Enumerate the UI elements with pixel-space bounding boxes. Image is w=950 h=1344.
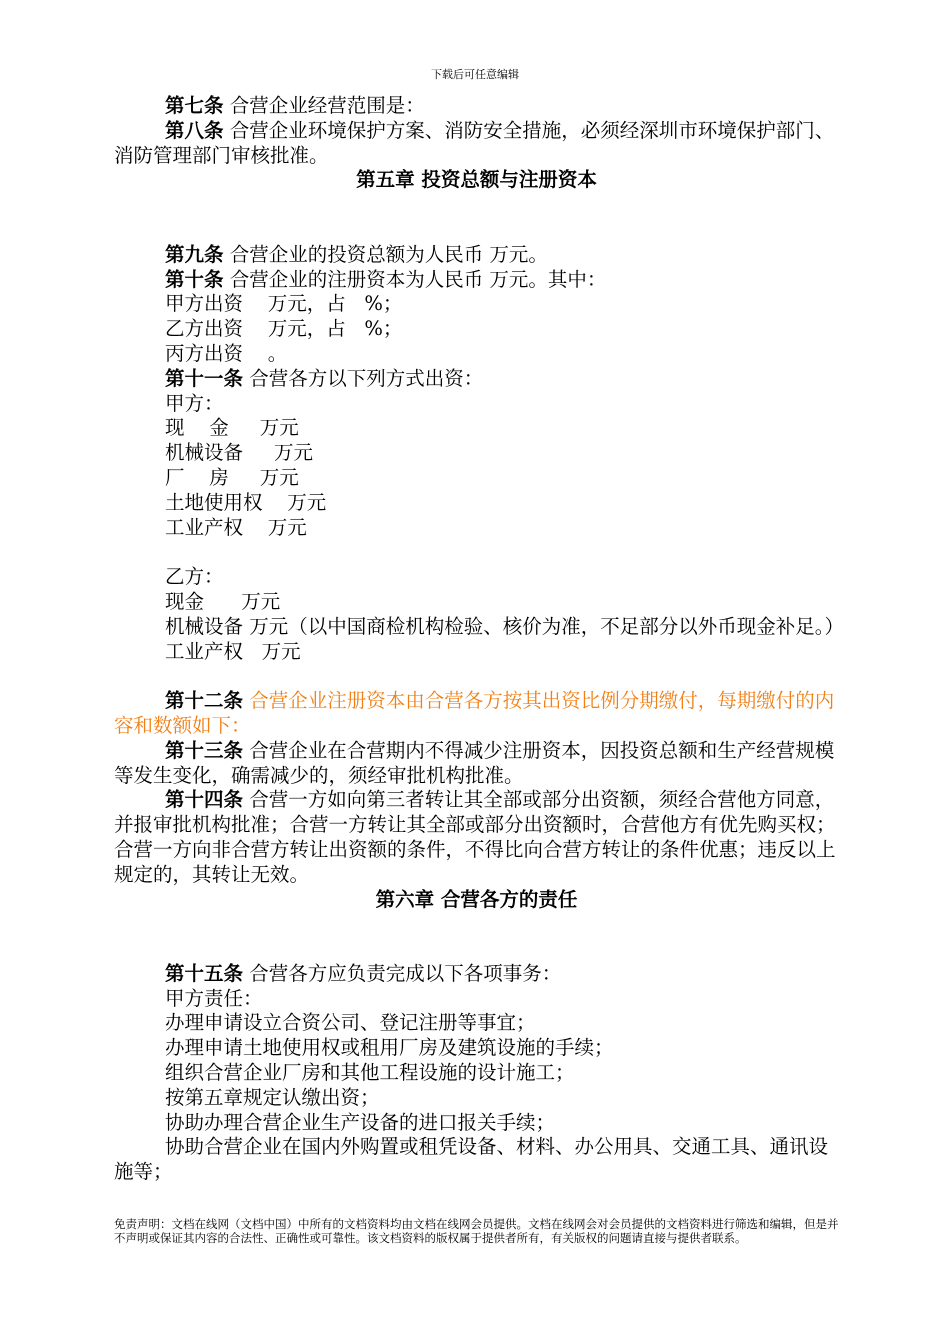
duty-item: 办理申请土地使用权或租用厂房及建筑设施的手续； [165,1036,614,1060]
contribution-item: 机械设备 万元 [165,441,313,465]
spacer [114,540,839,565]
article-text: 合营企业的注册资本为人民币 万元。其中： [229,267,607,291]
article-text: 合营企业注册资本由合营各方按其出资比例分期缴付，每期缴付的内容和数额如下： [114,689,835,737]
document-body [114,94,844,1185]
contribution-item: 现金 万元 [165,589,281,613]
chapter-5-heading: 第五章 投资总额与注册资本 [356,168,597,192]
duty-item: 按第五章规定认缴出资； [165,1085,380,1109]
article-text: 合营企业经营范围是： [229,94,425,117]
duty-item: 组织合营企业厂房和其他工程设施的设计施工； [165,1061,575,1085]
capital-line: 乙方出资 万元，占 %； [165,317,403,341]
party-a-label: 甲方： [165,391,224,415]
article-14 [114,788,839,887]
article-number: 第九条 [165,242,224,266]
contribution-item: 土地使用权 万元 [165,490,327,514]
article-text: 合营各方以下列方式出资： [249,366,484,390]
article-9 [114,243,839,268]
spacer [114,193,839,243]
chapter-6-heading: 第六章 合营各方的责任 [375,887,578,911]
contribution-item: 工业产权 万元 [165,639,301,663]
party-a-duty-label: 甲方责任： [165,986,263,1010]
article-7 [114,94,839,119]
article-number: 第十二条 [165,689,244,713]
article-number: 第十四条 [165,788,244,812]
article-text: 合营各方应负责完成以下各项事务： [249,961,562,985]
spacer [114,664,839,689]
header-note: 下载后可任意编辑 [431,68,519,81]
capital-line: 甲方出资 万元，占 %； [165,292,403,316]
contribution-item: 厂 房 万元 [165,465,299,489]
duty-item: 办理申请设立合资公司、登记注册等事宜； [165,1011,536,1035]
article-15 [114,962,839,987]
article-text: 合营一方如向第三者转让其全部或部分出资额，须经合营他方同意，并报审批机构批准；合营一方转让其全部或部分出资额时，合营他方有优先购买权；合营一方向非合营方转让出资额的条件，不得比向合营方转让的条件优惠；违反以上规定的，其转让无效。 [114,788,836,886]
article-text: 合营企业在合营期内不得减少注册资本，因投资总额和生产经营规模等发生变化，确需减少的，须经审批机构批准。 [114,738,835,787]
article-number: 第八条 [165,118,224,142]
article-number: 第十一条 [165,366,244,390]
party-b-label: 乙方： [165,565,224,589]
duty-item: 协助合营企业在国内外购置或租凭设备、材料、办公用具、交通工具、通讯设施等； [114,1135,829,1184]
article-number: 第十条 [165,267,224,291]
article-13 [114,739,839,789]
article-number: 第十三条 [165,738,244,762]
article-11 [114,367,839,392]
contribution-item: 工业产权 万元 [165,515,307,539]
article-text: 合营企业的投资总额为人民币 万元。 [229,242,548,266]
duty-item: 协助办理合营企业生产设备的进口报关手续； [165,1110,556,1134]
contribution-item: 机械设备 万元（以中国商检机构检验、核价为准，不足部分以外币现金补足。） [165,614,844,638]
disclaimer-footer: 免责声明：文档在线网（文档中国）中所有的文档资料均由文档在线网会员提供。文档在线网会对会员提供的文档资料进行筛选和编辑，但是并不声明或保证其内容的合法性、正确性或可靠性。该文档资料的版权属于提供者所有，有关版权的问题请直接与提供者联系。 [114,1217,839,1245]
article-8 [114,119,839,169]
spacer [114,912,839,962]
article-12 [114,689,839,739]
article-number: 第十五条 [165,961,244,985]
article-number: 第七条 [165,94,224,117]
capital-line: 丙方出资 。 [165,341,288,365]
contribution-item: 现 金 万元 [165,416,299,440]
article-10 [114,268,839,293]
article-text: 合营企业环境保护方案、消防安全措施，必须经深圳市环境保护部门、消防管理部门审核批准。 [114,118,835,167]
